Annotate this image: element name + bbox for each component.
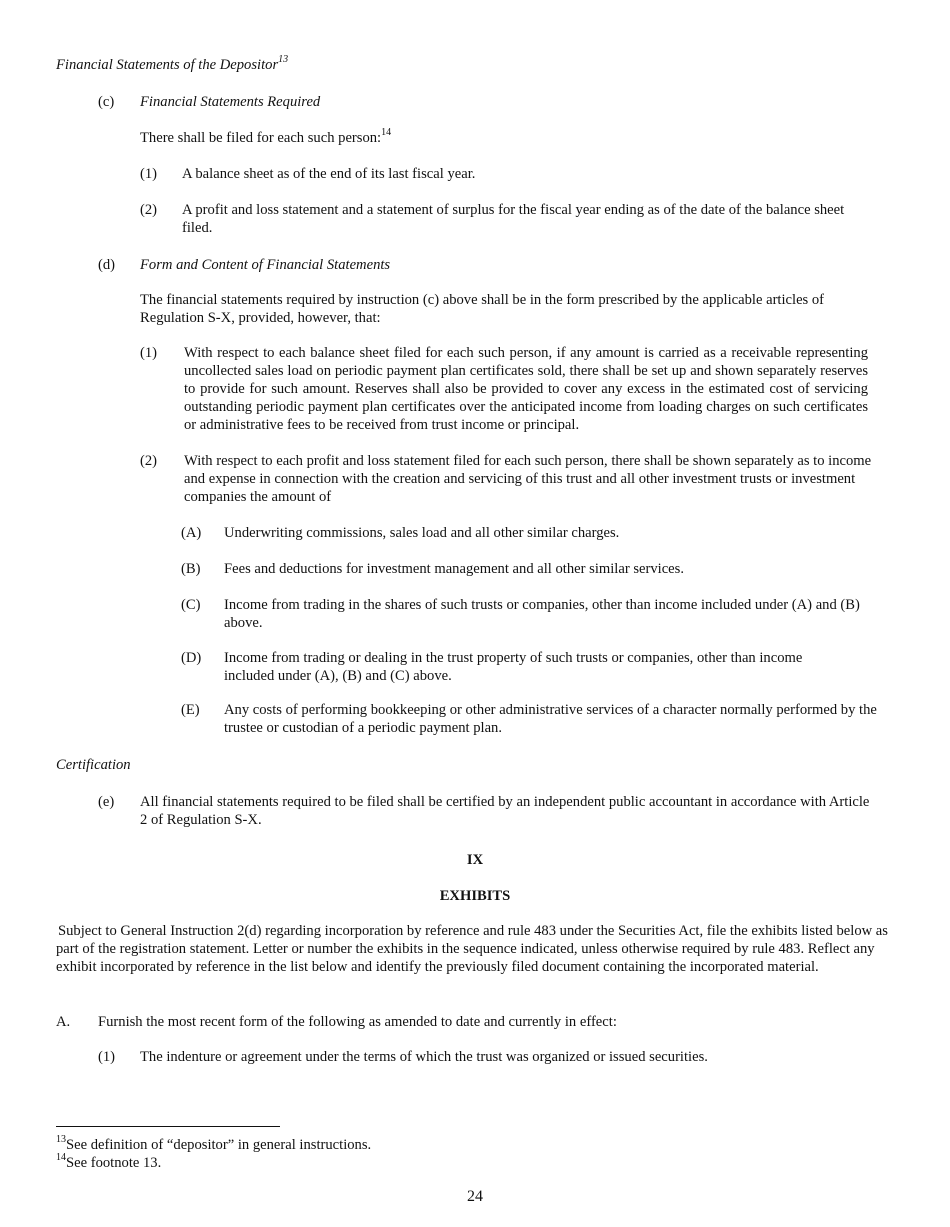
section-heading-depositor: Financial Statements of the Depositor$^{13}$	[56, 54, 289, 73]
c-intro: There shall be filed for each such person:$^{14}$	[140, 127, 392, 146]
d-subitem-text-B: Fees and deductions for investment management and all other similar services.	[224, 561, 684, 577]
item-label-c: (c)	[98, 94, 115, 110]
item-title-d: Form and Content of Financial Statements	[140, 257, 391, 273]
part-number: IX	[466, 852, 484, 868]
a-item-text-1: The indenture or agreement under the terms of which the trust was organized or issued securities.	[140, 1049, 708, 1065]
certification-text: All financial statements required to be filed shall be certified by an independent public accountant in accordance with Article 2 of Regulation S-X.	[140, 794, 870, 828]
d-subitem-text-A: Underwriting commissions, sales load and all other similar charges.	[224, 525, 620, 541]
d-subitem-text-C: Income from trading in the shares of such trusts or companies, other than income included under (A) and (B) above.	[224, 597, 860, 631]
d-item-text-1: With respect to each balance sheet filed for each such person, if any amount is carried as a receivable representing uncollected sales load on periodic payment plan certificates sold, there shall be set up and shown separately reserves to provide for such amount. Reserves shall also be provided to cover any excess in the estimated cost of servicing outstanding periodic payment plan certificates over the anticipated income from loading charges on such certificates or administrative fees to be received from trust income or principal.	[184, 345, 868, 433]
d-intro: The financial statements required by instruction (c) above shall be in the form prescribed by the applicable articles of Regulation S-X, provided, however, that:	[140, 292, 825, 326]
footnote-13: $^{13}$See definition of “depositor” in general instructions.	[56, 1134, 372, 1153]
footnote-ref-13[interactable]: 13	[278, 54, 289, 66]
item-label-e: (e)	[98, 794, 115, 810]
footnote-divider	[56, 1126, 280, 1127]
item-title-c: Financial Statements Required	[140, 94, 321, 110]
item-label-d: (d)	[98, 257, 116, 273]
a-item-num-1: (1)	[98, 1049, 116, 1065]
a-text: Furnish the most recent form of the following as amended to date and currently in effect:	[98, 1014, 617, 1030]
footnote-14: $^{14}$See footnote 13.	[56, 1152, 162, 1171]
footnote-num-14: 14	[56, 1152, 66, 1164]
page-number: 24	[467, 1188, 483, 1205]
c-item-num-2: (2)	[140, 202, 158, 218]
d-subitem-num-A: (A)	[181, 525, 202, 541]
footnote-num-13: 13	[56, 1134, 66, 1146]
part-title: EXHIBITS	[439, 888, 511, 904]
d-subitem-num-D: (D)	[181, 650, 202, 666]
c-item-text-2-line2: filed.	[182, 220, 213, 236]
c-item-num-1: (1)	[140, 166, 158, 182]
footnote-ref-14[interactable]: 14	[381, 127, 392, 139]
d-subitem-text-D: Income from trading or dealing in the trust property of such trusts or companies, other than income included under (A), (B) and (C) above.	[224, 650, 803, 684]
d-subitem-num-E: (E)	[181, 702, 200, 718]
section-heading-certification: Certification	[56, 757, 131, 773]
c-item-text-1: A balance sheet as of the end of its last fiscal year.	[182, 166, 476, 182]
d-subitem-text-E: Any costs of performing bookkeeping or other administrative services of a character normally performed by the trustee or custodian of a periodic payment plan.	[224, 702, 877, 736]
d-subitem-num-B: (B)	[181, 561, 201, 577]
d-item-num-1: (1)	[140, 345, 158, 361]
exhibits-intro: Subject to General Instruction 2(d) regarding incorporation by reference and rule 483 under the Securities Act, file the exhibits listed below as part of the registration statement. Letter or number the exhibits in the sequence indicated, unless otherwise required by rule 483. Reflect any exhibit incorporated by reference in the list below and identify the previously filed document containing the incorporated material.	[56, 923, 888, 975]
d-item-num-2: (2)	[140, 453, 158, 469]
c-item-text-2-line1: A profit and loss statement and a statement of surplus for the fiscal year ending as of the date of the balance sheet	[182, 202, 845, 218]
d-subitem-num-C: (C)	[181, 597, 201, 613]
item-label-a: A.	[56, 1014, 71, 1030]
d-item-text-2: With respect to each profit and loss statement filed for each such person, there shall be shown separately as to income and expense in connection with the creation and servicing of this trust and all other investment trusts or investment companies the amount of	[184, 453, 872, 505]
